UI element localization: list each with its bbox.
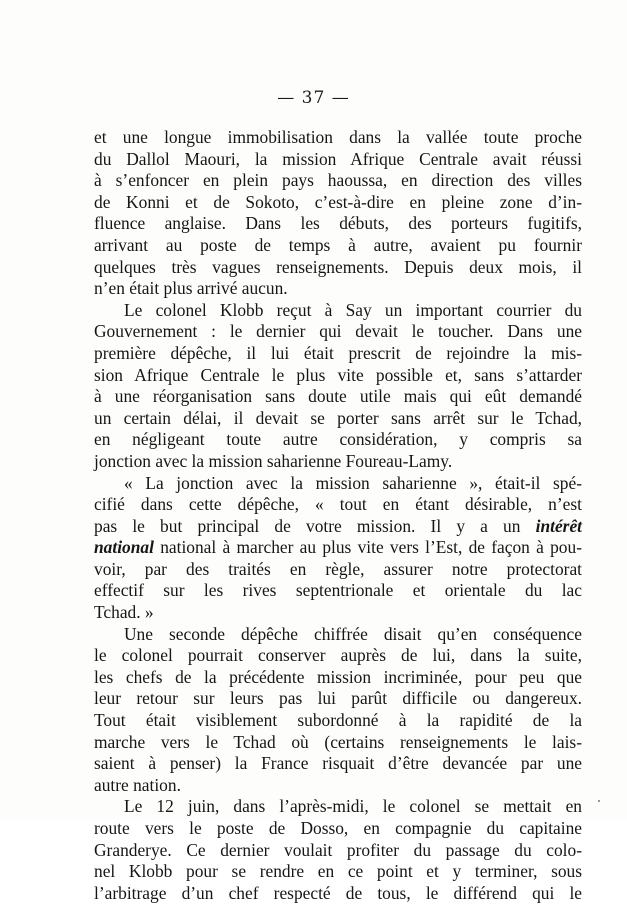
text-line: de Konni et de Sokoto, c’est-à-dire en pleine zone d’in- bbox=[94, 191, 582, 212]
text-fragment: pas le but principal de votre mission. Il y a un bbox=[94, 515, 536, 536]
text-line: cifié dans cette dépêche, « tout en étant désirable, n’est bbox=[94, 494, 582, 515]
paragraph-2 bbox=[94, 300, 582, 473]
text-line: autre nation. bbox=[94, 774, 181, 795]
paragraph-3 bbox=[94, 473, 582, 624]
paragraph-1 bbox=[94, 127, 582, 300]
text-line: saient à penser) la France risquait d’être devancée par une bbox=[94, 753, 582, 774]
text-line: et une longue immobilisation dans la vallée toute proche bbox=[94, 127, 582, 147]
text-line: quelques très vagues renseignements. Depuis deux mois, il bbox=[94, 256, 582, 277]
text-line: « La jonction avec la mission saharienne », était-il spé- bbox=[124, 472, 582, 493]
text-line: l’arbitrage d’un chef respecté de tous, le différend qui le bbox=[94, 882, 582, 903]
text-line: n’en était plus arrivé aucun. bbox=[94, 278, 288, 299]
text-line: première dépêche, il lui était prescrit de rejoindre la mis- bbox=[94, 342, 582, 363]
text-line: effectif sur les rives septentrionale et orientale du lac bbox=[94, 580, 582, 601]
text-line: Le 12 juin, dans l’après-midi, le colonel se mettait en bbox=[124, 796, 582, 817]
paragraph-4 bbox=[94, 624, 582, 797]
margin-speck bbox=[598, 800, 600, 802]
text-line: leur retour sur leurs pas lui parût difficile ou dangereux. bbox=[94, 688, 582, 709]
text-line: fluence anglaise. Dans les débuts, des porteurs fugitifs, bbox=[94, 213, 582, 234]
text-line: Le colonel Klobb reçut à Say un important courrier du bbox=[124, 299, 582, 320]
text-line bbox=[94, 516, 582, 538]
text-line: marche vers le Tchad où (certains renseignements le lais- bbox=[94, 731, 582, 752]
text-line: un certain délai, il devait se porter sans arrêt sur le Tchad, bbox=[94, 407, 582, 428]
text-line: voir, par des traités en règle, assurer notre protectorat bbox=[94, 558, 582, 579]
text-fragment: national à marcher au plus vite vers l’Est, de façon à pou- bbox=[160, 537, 582, 558]
text-line: Une seconde dépêche chiffrée disait qu’en conséquence bbox=[124, 623, 582, 644]
text-line: nel Klobb pour se rendre en ce point et y terminer, sous bbox=[94, 861, 582, 882]
text-line: sion Afrique Centrale le plus vite possible et, sans s’attarder bbox=[94, 364, 582, 385]
text-line: à s’enfoncer en plein pays haoussa, en direction des villes bbox=[94, 170, 582, 191]
text-line: arrivant au poste de temps à autre, avaient pu fournir bbox=[94, 234, 582, 255]
text-line: du Dallol Maouri, la mission Afrique Centrale avait réussi bbox=[94, 148, 582, 169]
paragraph-5 bbox=[94, 796, 582, 904]
text-line: Tout était visiblement subordonné à la rapidité de la bbox=[94, 710, 582, 731]
text-line: en négligeant toute autre considération, y compris sa bbox=[94, 429, 582, 450]
text-line bbox=[94, 537, 582, 559]
emphasis-text: national bbox=[94, 537, 154, 558]
text-line: Granderye. Ce dernier voulait profiter du passage du colo- bbox=[94, 839, 582, 860]
text-line: les chefs de la précédente mission incriminée, pour peu que bbox=[94, 666, 582, 687]
text-line: jonction avec la mission saharienne Foureau-Lamy. bbox=[94, 450, 453, 471]
text-line: Tchad. » bbox=[94, 602, 154, 623]
body-text bbox=[94, 127, 582, 904]
page-number: — 37 — bbox=[277, 88, 350, 108]
text-line: Gouvernement : le dernier qui devait le toucher. Dans une bbox=[94, 321, 582, 342]
emphasis-text: intérêt bbox=[535, 515, 582, 536]
text-line: à une réorganisation sans doute utile mais qui eût demandé bbox=[94, 386, 582, 407]
text-line: route vers le poste de Dosso, en compagnie du capitaine bbox=[94, 818, 582, 838]
text-line: le colonel pourrait conserver auprès de lui, dans la suite, bbox=[94, 645, 582, 666]
